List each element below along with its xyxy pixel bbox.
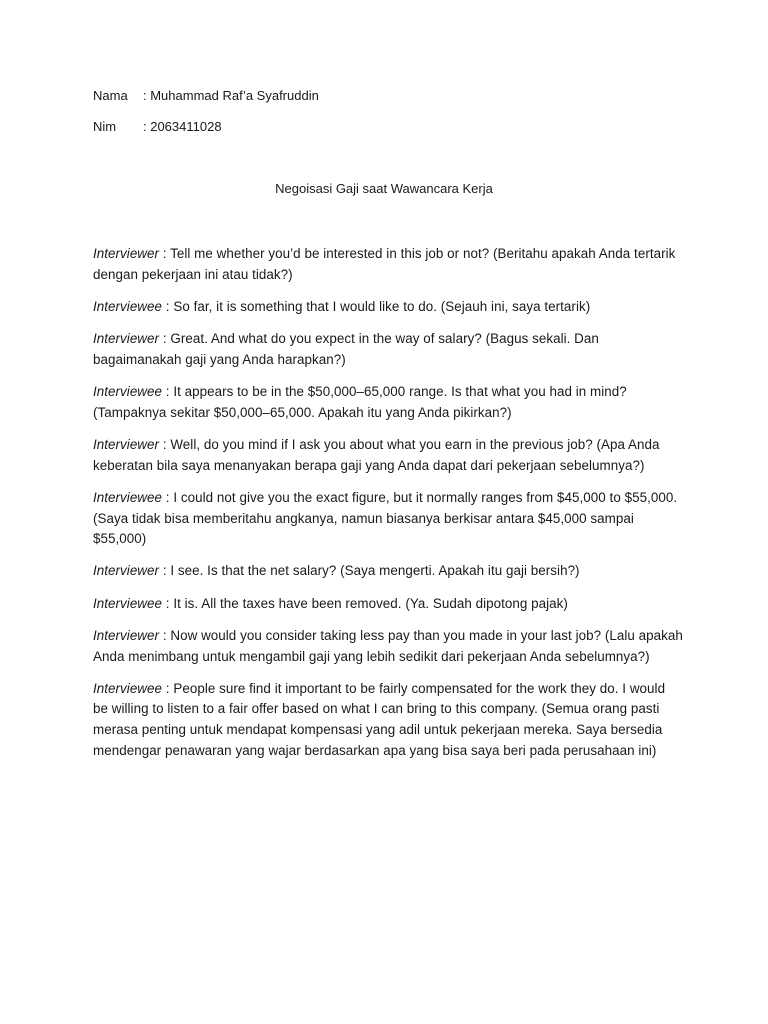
dialogue-text: It is. All the taxes have been removed. (Ya. Sudah dipotong pajak) bbox=[173, 595, 568, 611]
dialogue-turn bbox=[93, 244, 683, 285]
separator: : bbox=[162, 384, 174, 400]
speaker-label: Interviewer bbox=[93, 436, 160, 452]
separator: : bbox=[162, 298, 174, 314]
separator: : bbox=[159, 331, 171, 347]
dialogue-turn bbox=[93, 679, 683, 762]
speaker-label: Interviewee bbox=[93, 384, 163, 400]
dialogue-text: People sure find it important to be fairly compensated for the work they do. I would be willing to listen to a fair offer based on what I can bring to this company. (Semua orang pasti merasa penting untuk mendapat kompensasi yang adil untuk pekerjaan mereka. Saya bersedia mendengar penawaran yang wajar berdasarkan apa yang bisa saya beri pada perusahaan ini) bbox=[93, 680, 666, 758]
speaker-label: Interviewer bbox=[93, 627, 160, 643]
dialogue-turn bbox=[93, 435, 683, 476]
separator: : bbox=[159, 246, 171, 261]
speaker-label: Interviewee bbox=[93, 298, 163, 314]
dialogue-text: Tell me whether you’d be interested in this job or not? (Beritahu apakah Anda tertarik dengan pekerjaan ini atau tidak?) bbox=[93, 246, 676, 282]
dialogue-text: So far, it is something that I would like to do. (Sejauh ini, saya tertarik) bbox=[173, 298, 591, 314]
separator: : bbox=[162, 595, 174, 611]
dialogue-turn bbox=[93, 329, 683, 370]
dialogue-text: It appears to be in the $50,000–65,000 range. Is that what you had in mind? (Tampaknya sekitar $50,000–65,000. Apakah itu yang Anda pikirkan?) bbox=[93, 384, 627, 420]
dialogue-text: I see. Is that the net salary? (Saya mengerti. Apakah itu gaji bersih?) bbox=[170, 563, 580, 579]
speaker-label: Interviewee bbox=[93, 595, 163, 611]
dialogue-turn bbox=[93, 297, 683, 318]
dialogue-turn bbox=[93, 488, 683, 550]
separator: : bbox=[159, 563, 171, 579]
name-label: Nama bbox=[93, 88, 128, 103]
dialogue-text: Well, do you mind if I ask you about what you earn in the previous job? (Apa Anda keberatan bila saya menanyakan berapa gaji yang Anda dapat dari pekerjaan sebelumnya?) bbox=[93, 436, 660, 473]
separator: : bbox=[159, 627, 171, 643]
name-row bbox=[93, 88, 319, 104]
speaker-label: Interviewee bbox=[93, 489, 163, 505]
nim-row bbox=[93, 119, 222, 135]
separator: : bbox=[162, 489, 174, 505]
dialogue-text: I could not give you the exact figure, but it normally ranges from $45,000 to $55,000. (Saya tidak bisa memberitahu angkanya, namun biasanya berkisar antara $45,000 sampai $55,000) bbox=[93, 489, 678, 547]
dialogue-turn bbox=[93, 561, 683, 582]
nim-label: Nim bbox=[93, 119, 117, 134]
document-title: Negoisasi Gaji saat Wawancara Kerja bbox=[275, 181, 493, 196]
dialogue-text: Great. And what do you expect in the way of salary? (Bagus sekali. Dan bagaimanakah gaji yang Anda harapkan?) bbox=[93, 331, 599, 367]
separator: : bbox=[159, 436, 171, 452]
dialogue bbox=[93, 244, 683, 773]
speaker-label: Interviewer bbox=[93, 563, 160, 579]
name-value: : Muhammad Raf’a Syafruddin bbox=[143, 88, 319, 103]
dialogue-turn bbox=[93, 626, 683, 667]
nim-value: : 2063411028 bbox=[143, 119, 222, 134]
separator: : bbox=[162, 680, 174, 696]
speaker-label: Interviewer bbox=[93, 246, 160, 261]
speaker-label: Interviewer bbox=[93, 331, 160, 347]
dialogue-turn bbox=[93, 382, 683, 423]
dialogue-text: Now would you consider taking less pay than you made in your last job? (Lalu apakah Anda menimbang untuk mengambil gaji yang lebih sedikit dari pekerjaan Anda sebelumnya?) bbox=[93, 627, 683, 664]
speaker-label: Interviewee bbox=[93, 680, 163, 696]
dialogue-turn bbox=[93, 594, 683, 615]
